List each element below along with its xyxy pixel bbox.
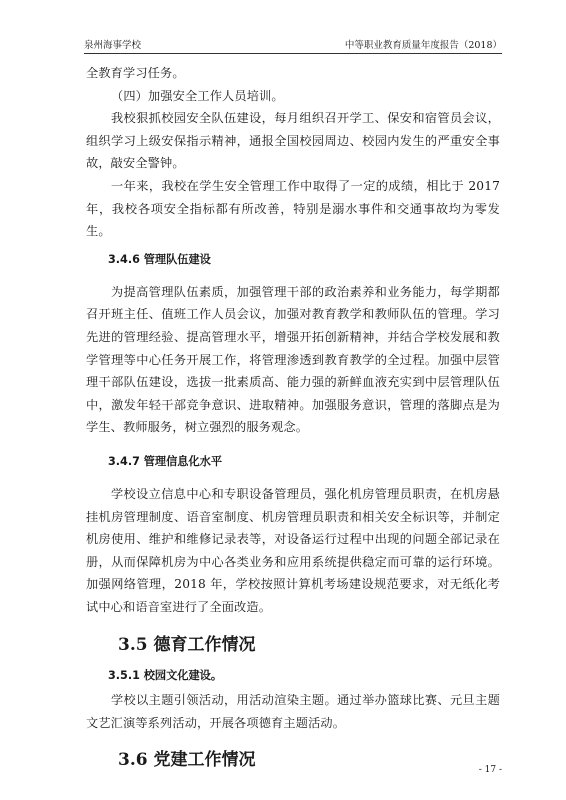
paragraph-safety-results: 一年来，我校在学生安全管理工作中取得了一定的成绩，相比于 2017 年，我校各项安全指标都有所改善，特别是溺水事件和交通事故均为零发生。: [86, 178, 500, 239]
page-number: - 17 -: [478, 765, 502, 775]
page-body: [86, 62, 500, 770]
paragraph-it-management: 学校设立信息中心和专职设备管理员，强化机房管理员职责，在机房悬挂机房管理制度、语音室制度、机房管理员职责和相关安全标识等，并制定机房使用、维护和维修记录表等，对设备运行过程中出现的问题全部记录在册，从而保障机房为中心各类业务和应用系统提供稳定而可靠的运行环境。加强网络管理，2018 年，学校按照计算机考场建设规范要求，对无纸化考试中心和语音室进行了全面改造。: [86, 486, 500, 614]
paragraph-continuation: 全教育学习任务。: [86, 66, 185, 80]
paragraph-safety-team: 我校狠抓校园安全队伍建设，每月组织召开学工、保安和宿管员会议，组织学习上级安保指示精神，通报全国校园周边、校园内发生的严重安全事故，敲安全警钟。: [86, 111, 500, 171]
section-heading-3-5-1: 3.5.1 校园文化建设。: [108, 669, 223, 683]
section-heading-3-4-6: 3.4.6 管理队伍建设: [108, 252, 211, 266]
header-rule: [84, 53, 502, 54]
paragraph-item-4-heading: （四）加强安全工作人员培训。: [111, 88, 284, 103]
section-heading-3-6: 3.6 党建工作情况: [118, 749, 256, 770]
paragraph-campus-culture: 学校以主题引领活动，用活动渲染主题。通过举办篮球比赛、元旦主题文艺汇演等系列活动，开展各项德育主题活动。: [86, 693, 500, 731]
paragraph-management-team: 为提高管理队伍素质，加强管理干部的政治素养和业务能力，每学期都召开班主任、值班工作人员会议，加强对教育教学和教师队伍的管理。学习先进的管理经验、提高管理水平，增强开拓创新精神，并结合学校发展和教学管理等中心任务开展工作，将管理渗透到教育教学的全过程。加强中层管理干部队伍建设，选拔一批素质高、能力强的新鲜血液充实到中层管理队伍中，激发年轻干部竞争意识、进取精神。加强服务意识，管理的落脚点是为学生、教师服务，树立强烈的服务观念。: [86, 284, 500, 435]
header-school-name: 泉州海事学校: [84, 40, 142, 51]
section-heading-3-5: 3.5 德育工作情况: [118, 635, 256, 656]
page-header: [84, 37, 502, 51]
header-report-title: 中等职业教育质量年度报告（2018）: [344, 40, 502, 51]
section-heading-3-4-7: 3.4.7 管理信息化水平: [108, 454, 223, 468]
